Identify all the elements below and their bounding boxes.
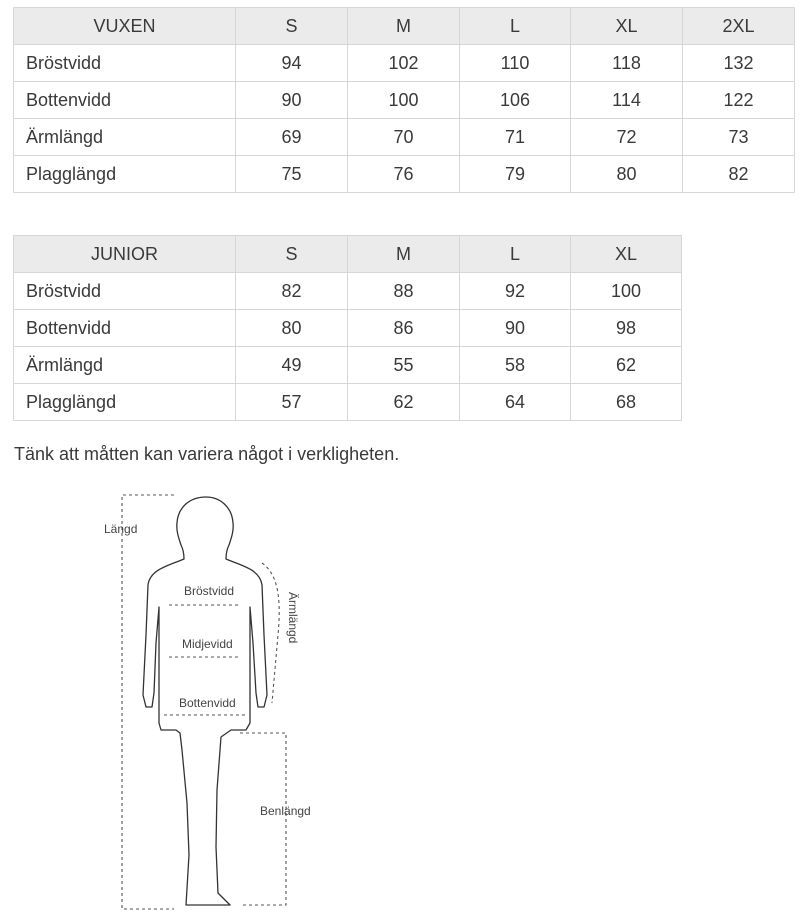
table-cell: 82 [683, 156, 795, 193]
table-row [14, 384, 682, 421]
table-cell: 92 [460, 273, 571, 310]
row-label: Plagglängd [14, 156, 236, 193]
table-cell: 106 [460, 82, 571, 119]
table-cell: 122 [683, 82, 795, 119]
table-cell: 73 [683, 119, 795, 156]
body-measurement-diagram [90, 485, 330, 913]
table-header-row [14, 236, 682, 273]
table-cell: 132 [683, 45, 795, 82]
table-row [14, 310, 682, 347]
table-row [14, 119, 795, 156]
sleeve-measure-line [262, 563, 279, 703]
table-cell: 102 [348, 45, 460, 82]
adult-size-table [13, 7, 795, 193]
table-cell: 69 [236, 119, 348, 156]
header-cell: S [236, 236, 348, 273]
length-label: Längd [104, 522, 138, 536]
header-cell: S [236, 8, 348, 45]
table-cell: 58 [460, 347, 571, 384]
leg-measure-line [240, 733, 286, 905]
table-row [14, 347, 682, 384]
row-label: Ärmlängd [14, 347, 236, 384]
table-cell: 90 [460, 310, 571, 347]
leg-label: Benlängd [260, 804, 311, 818]
table-cell: 62 [348, 384, 460, 421]
header-cell: XL [571, 236, 682, 273]
header-cell: M [348, 236, 460, 273]
table-cell: 100 [571, 273, 682, 310]
hem-label: Bottenvidd [179, 696, 236, 710]
chest-label: Bröstvidd [184, 584, 235, 598]
table-cell: 94 [236, 45, 348, 82]
row-label: Plagglängd [14, 384, 236, 421]
table-cell: 49 [236, 347, 348, 384]
table-cell: 64 [460, 384, 571, 421]
table-row [14, 273, 682, 310]
table-cell: 62 [571, 347, 682, 384]
table-cell: 76 [348, 156, 460, 193]
table-header-row [14, 8, 795, 45]
table-cell: 82 [236, 273, 348, 310]
header-cell: L [460, 236, 571, 273]
table-cell: 79 [460, 156, 571, 193]
row-label: Bröstvidd [14, 273, 236, 310]
header-cell: JUNIOR [14, 236, 236, 273]
table-cell: 98 [571, 310, 682, 347]
table-cell: 70 [348, 119, 460, 156]
table-cell: 90 [236, 82, 348, 119]
length-measure-line [122, 495, 174, 909]
waist-label: Midjevidd [182, 637, 233, 651]
table-cell: 110 [460, 45, 571, 82]
table-row [14, 156, 795, 193]
table-cell: 80 [236, 310, 348, 347]
header-cell: VUXEN [14, 8, 236, 45]
measurement-note: Tänk att måtten kan variera något i verkligheten. [14, 444, 400, 464]
sleeve-label: Ärmlängd [286, 592, 300, 644]
row-label: Bottenvidd [14, 82, 236, 119]
table-cell: 80 [571, 156, 683, 193]
header-cell: L [460, 8, 571, 45]
table-cell: 88 [348, 273, 460, 310]
table-cell: 57 [236, 384, 348, 421]
header-cell: M [348, 8, 460, 45]
table-row [14, 82, 795, 119]
junior-size-table [13, 235, 682, 421]
header-cell: 2XL [683, 8, 795, 45]
row-label: Bröstvidd [14, 45, 236, 82]
table-row [14, 45, 795, 82]
table-cell: 71 [460, 119, 571, 156]
header-cell: XL [571, 8, 683, 45]
table-cell: 100 [348, 82, 460, 119]
row-label: Bottenvidd [14, 310, 236, 347]
table-cell: 75 [236, 156, 348, 193]
table-cell: 72 [571, 119, 683, 156]
table-cell: 118 [571, 45, 683, 82]
table-cell: 86 [348, 310, 460, 347]
table-cell: 114 [571, 82, 683, 119]
table-cell: 68 [571, 384, 682, 421]
row-label: Ärmlängd [14, 119, 236, 156]
table-cell: 55 [348, 347, 460, 384]
